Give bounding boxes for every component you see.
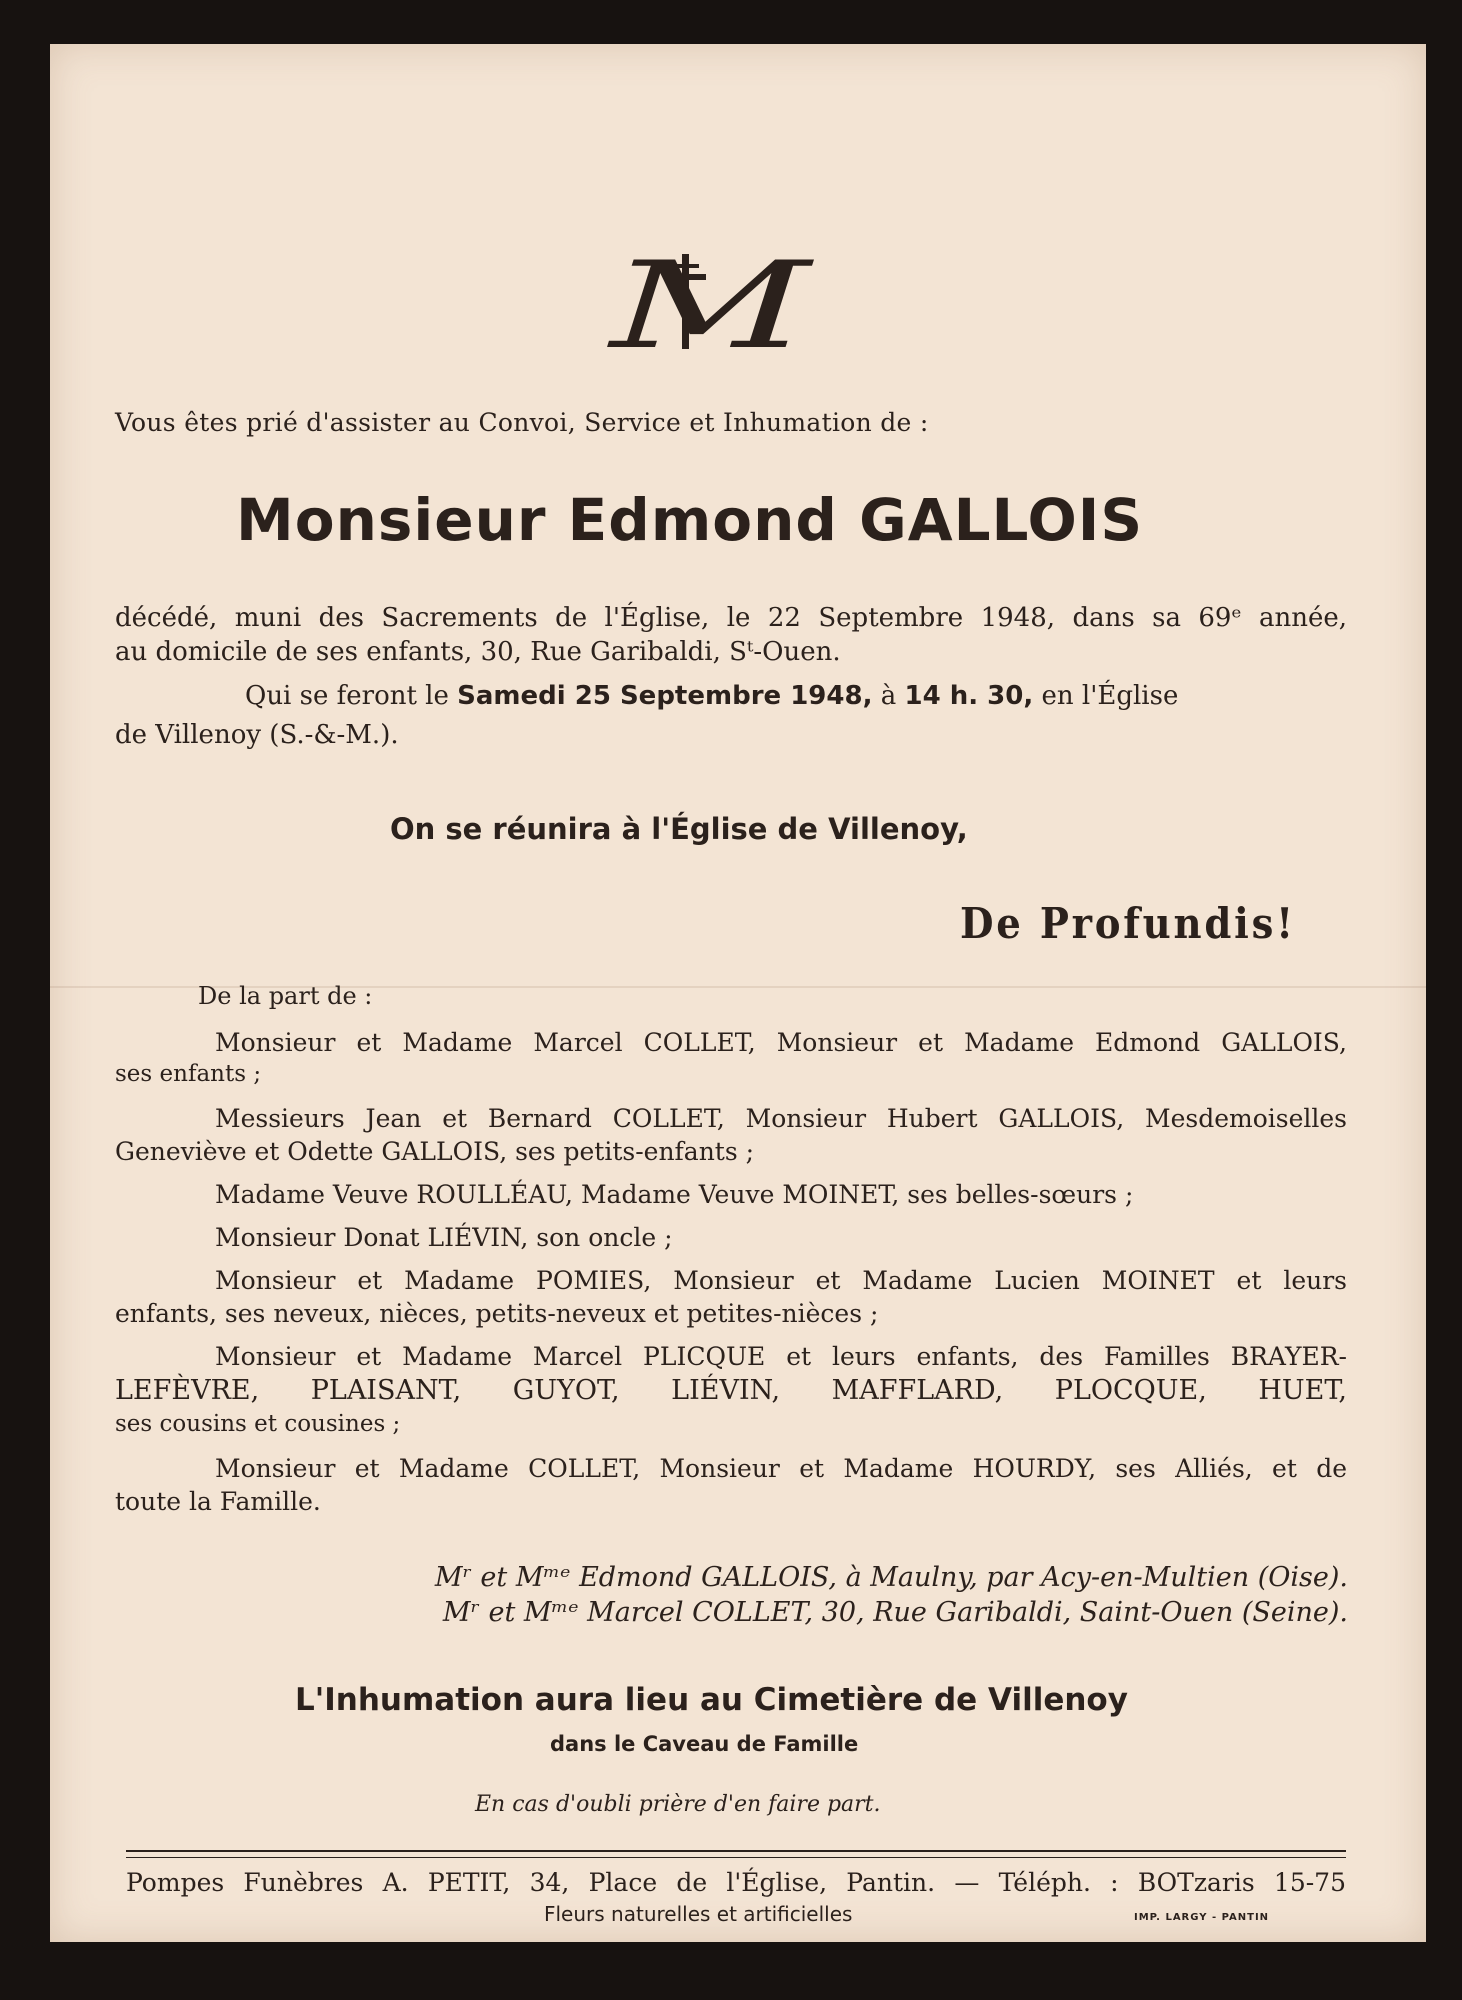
family-line-7: Monsieur et Madame POMIES, Monsieur et Madame Lucien MOINET et leurs — [215, 1266, 1347, 1295]
burial-line: L'Inhumation aura lieu au Cimetière de Villenoy — [295, 1682, 1128, 1718]
family-line-8: enfants, ses neveux, nièces, petits-neveux et petites-nièces ; — [115, 1299, 879, 1328]
funeral-home-line: Pompes Funèbres A. PETIT, 34, Place de l'Église, Pantin. — Téléph. : BOTzaris 15-75 — [126, 1868, 1346, 1897]
family-line-4: Geneviève et Odette GALLOIS, ses petits-enfants ; — [115, 1137, 755, 1166]
service-prefix: Qui se feront le — [245, 681, 449, 711]
printer-mark: IMP. LARGY - PANTIN — [1134, 1912, 1270, 1923]
family-line-6: Monsieur Donat LIÉVIN, son oncle ; — [215, 1223, 673, 1252]
family-line-11: ses cousins et cousines ; — [115, 1411, 401, 1437]
footer-rule — [126, 1850, 1346, 1858]
service-time: 14 h. 30, — [904, 681, 1034, 711]
death-line-1: décédé, muni des Sacrements de l'Église, le 22 Septembre 1948, dans sa 69ᵉ année, — [115, 603, 1347, 633]
monogram — [590, 244, 850, 364]
meeting-line: On se réunira à l'Église de Villenoy, — [390, 812, 968, 846]
deceased-name: Monsieur Edmond GALLOIS — [236, 486, 1144, 554]
service-line-2: de Villenoy (S.-&-M.). — [115, 720, 399, 750]
prayer-text: De Profundis! — [960, 899, 1296, 948]
family-line-2: ses enfants ; — [115, 1061, 262, 1087]
reminder-line: En cas d'oubli prière d'en faire part. — [475, 1792, 881, 1817]
address-line-2: Mʳ et Mᵐᵉ Marcel COLLET, 30, Rue Garibaldi, Saint-Ouen (Seine). — [442, 1597, 1348, 1628]
family-line-3: Messieurs Jean et Bernard COLLET, Monsieur Hubert GALLOIS, Mesdemoiselles — [215, 1104, 1347, 1133]
family-line-10: LEFÈVRE, PLAISANT, GUYOT, LIÉVIN, MAFFLARD, PLOCQUE, HUET, — [115, 1375, 1347, 1406]
address-line-1: Mʳ et Mᵐᵉ Edmond GALLOIS, à Maulny, par Acy-en-Multien (Oise). — [434, 1562, 1348, 1593]
funeral-notice-page — [50, 44, 1426, 1942]
family-line-12: Monsieur et Madame COLLET, Monsieur et Madame HOURDY, ses Alliés, et de — [215, 1454, 1347, 1483]
death-line-2: au domicile de ses enfants, 30, Rue Garibaldi, Sᵗ-Ouen. — [115, 637, 841, 667]
family-line-9: Monsieur et Madame Marcel PLICQUE et leurs enfants, des Familles BRAYER- — [215, 1342, 1347, 1371]
service-line-1 — [245, 681, 1178, 711]
monogram-letter: M — [606, 244, 816, 364]
service-suffix: en l'Église — [1041, 681, 1179, 711]
family-line-1: Monsieur et Madame Marcel COLLET, Monsieur et Madame Edmond GALLOIS, — [215, 1028, 1347, 1057]
service-mid: à — [880, 681, 897, 711]
burial-subline: dans le Caveau de Famille — [550, 1732, 859, 1756]
invitation-line: Vous êtes prié d'assister au Convoi, Service et Inhumation de : — [115, 408, 929, 437]
flowers-line: Fleurs naturelles et artificielles — [544, 1902, 853, 1926]
family-line-5: Madame Veuve ROULLÉAU, Madame Veuve MOINET, ses belles-sœurs ; — [215, 1180, 1134, 1209]
service-date: Samedi 25 Septembre 1948, — [457, 681, 873, 711]
from-label: De la part de : — [198, 982, 373, 1010]
family-line-13: toute la Famille. — [115, 1487, 321, 1516]
